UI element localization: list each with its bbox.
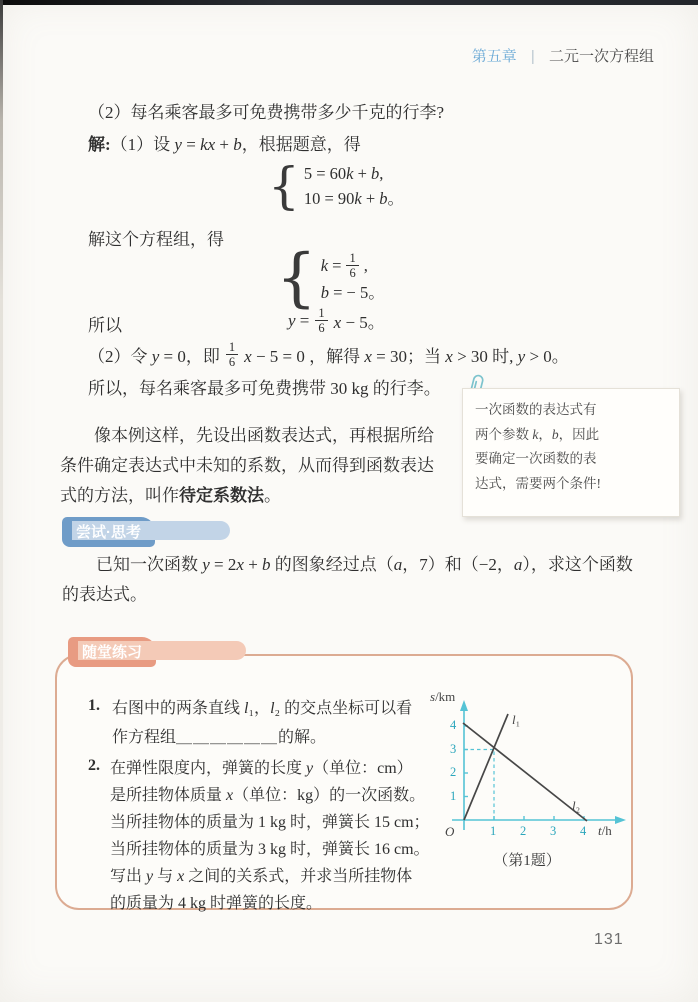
system2-eq1-pre: k = bbox=[320, 256, 342, 275]
chapter-label: 第五章 bbox=[471, 48, 517, 65]
scan-left-edge bbox=[0, 0, 3, 1002]
part2-post: x − 5 = 0 ，解得 x = 30；当 x > 30 时, y > 0。 bbox=[244, 347, 569, 367]
note-line: 要确定一次函数的表 bbox=[475, 451, 597, 466]
x-tick-label: 2 bbox=[520, 824, 527, 838]
system2-eq1 bbox=[321, 251, 385, 281]
fraction-numerator: 1 bbox=[226, 340, 238, 355]
method-line3-post: 。 bbox=[264, 486, 281, 505]
so-label: 所以 bbox=[88, 316, 122, 335]
item2-line: 在弹性限度内，弹簧的长度 y（单位：cm） bbox=[110, 760, 413, 777]
item1-line2-pre: 作方程组 bbox=[112, 729, 177, 746]
figure-origin-label: O bbox=[445, 824, 455, 839]
chapter-title: 二元一次方程组 bbox=[548, 48, 654, 65]
answer-blank: ＿＿＿＿＿＿ bbox=[176, 729, 279, 746]
item2-line: 是所挂物体质量 x（单位：kg）的一次函数。 bbox=[110, 787, 426, 804]
method-paragraph-line: 像本例这样，先设出函数表达式，再根据所给 bbox=[94, 426, 434, 445]
section-tab-practice: 随堂练习 bbox=[68, 637, 156, 667]
part2-working bbox=[88, 340, 569, 370]
y-tick-label: 3 bbox=[450, 742, 457, 756]
item2-line: 当所挂物体的质量为 3 kg 时，弹簧长 16 cm。 bbox=[110, 841, 430, 858]
y-tick-label: 1 bbox=[450, 789, 457, 803]
figure-line1-label: l₁ bbox=[512, 712, 521, 727]
note-line: 两个参数 k，b，因此 bbox=[475, 426, 600, 442]
result-pre: y = bbox=[288, 310, 310, 330]
try-think-line: 的表达式。 bbox=[62, 585, 147, 604]
fraction bbox=[346, 251, 358, 281]
y-tick-label: 2 bbox=[450, 765, 457, 779]
conclusion-line: 所以，每名乘客最多可免费携带 30 kg 的行李。 bbox=[88, 379, 441, 398]
system2-eq2: b = − 5。 bbox=[320, 283, 385, 303]
equation-system-2 bbox=[276, 241, 385, 315]
note-line: 一次函数的表达式有 bbox=[475, 402, 597, 417]
running-head bbox=[472, 45, 654, 66]
scan-top-edge bbox=[0, 0, 698, 5]
solve-system-line: 解这个方程组，得 bbox=[88, 230, 224, 249]
note-line: 达式，需要两个条件! bbox=[475, 475, 601, 491]
figure-ylabel: s/km bbox=[430, 689, 456, 704]
line-l2 bbox=[463, 723, 587, 821]
y-axis-arrow bbox=[460, 700, 468, 711]
method-term-bold: 待定系数法 bbox=[179, 486, 264, 505]
item1-number: 1. bbox=[88, 697, 100, 714]
brace-glyph: { bbox=[276, 241, 317, 315]
item1-line2-post: 的解。 bbox=[278, 729, 327, 746]
margin-note bbox=[462, 388, 680, 517]
fraction-denominator: 6 bbox=[318, 321, 325, 336]
system2-eq1-post: , bbox=[363, 256, 368, 275]
system1-eq1: 5 = 60k + b, bbox=[303, 164, 384, 183]
equation-system-1 bbox=[268, 157, 405, 215]
x-tick-label: 4 bbox=[580, 824, 587, 838]
item2-line: 的质量为 4 kg 时弹簧的长度。 bbox=[110, 895, 323, 912]
figure-line2-label: l₂ bbox=[572, 798, 581, 813]
result-post: x − 5。 bbox=[333, 313, 385, 333]
fraction-denominator: 6 bbox=[228, 355, 236, 370]
part2-pre: （2）令 y = 0，即 bbox=[88, 347, 220, 367]
method-line3-pre: 式的方法，叫作 bbox=[60, 486, 179, 505]
solve-label: 解: bbox=[88, 135, 111, 154]
fraction-numerator: 1 bbox=[346, 251, 358, 266]
fraction-denominator: 6 bbox=[349, 266, 356, 280]
x-tick-label: 3 bbox=[550, 824, 557, 838]
brace-glyph: { bbox=[268, 157, 300, 215]
item2-line: 当所挂物体的质量为 1 kg 时，弹簧长 15 cm； bbox=[110, 814, 430, 831]
fraction-numerator: 1 bbox=[315, 306, 327, 321]
system1-eq2: 10 = 90k + b。 bbox=[303, 189, 405, 208]
item2-number: 2. bbox=[88, 757, 100, 774]
fraction bbox=[315, 306, 327, 336]
section-tab-try-think: 尝试·思考 bbox=[62, 517, 155, 547]
item1-line bbox=[112, 724, 326, 751]
solution-step1 bbox=[88, 133, 361, 157]
y-tick-label: 4 bbox=[450, 718, 457, 732]
solution-step1-text: （1）设 y = kx + b，根据题意，得 bbox=[110, 135, 361, 154]
figure-caption: （第1题） bbox=[493, 853, 561, 869]
page-number: 131 bbox=[594, 931, 624, 948]
method-paragraph-line bbox=[60, 481, 281, 511]
method-paragraph-line: 条件确定表达式中未知的系数，从而得到函数表达 bbox=[60, 456, 434, 475]
item2-line: 写出 y 与 x 之间的关系式，并求当所挂物体 bbox=[110, 868, 413, 885]
x-axis-arrow bbox=[615, 816, 626, 824]
figure-xlabel: t/h bbox=[598, 823, 612, 838]
fraction bbox=[226, 340, 238, 370]
result-equation bbox=[288, 306, 385, 336]
header-divider: | bbox=[530, 48, 535, 65]
x-tick-label: 1 bbox=[490, 824, 497, 838]
try-think-line: 已知一次函数 y = 2x + b 的图象经过点（a，7）和（−2，a），求这个函数 bbox=[96, 555, 633, 574]
question-part2: （2）每名乘客最多可免费携带多少千克的行李? bbox=[88, 103, 445, 122]
item1-line: 右图中的两条直线 l₁，l₂ 的交点坐标可以看 bbox=[112, 700, 413, 717]
